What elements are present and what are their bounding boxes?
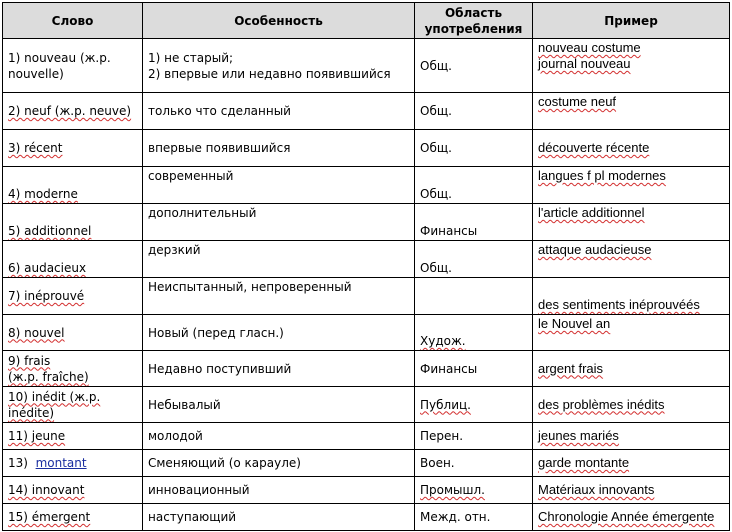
column-header-feature: Особенность <box>143 3 415 39</box>
example-cell <box>533 241 730 278</box>
word-cell <box>3 351 143 387</box>
feature-text: 1) не старый; <box>148 50 234 65</box>
word-text: 1) nouveau (ж.р. <box>8 50 111 65</box>
table-row <box>3 351 730 387</box>
word-text: (ж.р. fraîche) <box>8 369 89 384</box>
example-cell <box>533 450 730 477</box>
feature-cell: Небывалый <box>143 387 415 423</box>
table-row <box>3 315 730 351</box>
example-cell <box>533 204 730 241</box>
feature-cell: молодой <box>143 423 415 450</box>
feature-cell: впервые появившийся <box>143 130 415 167</box>
word-text: inédite) <box>8 405 55 420</box>
header-row <box>3 3 730 39</box>
column-header-example: Пример <box>533 3 730 39</box>
word-text: 2) neuf (ж.р. neuve) <box>8 104 132 118</box>
word-text: 9) frais <box>8 353 51 368</box>
example-text: journal nouveau <box>538 56 631 71</box>
area-cell <box>415 315 533 351</box>
table-row <box>3 504 730 531</box>
feature-cell <box>143 39 415 93</box>
example-cell <box>533 477 730 504</box>
table-row <box>3 423 730 450</box>
word-text: 5) additionnel <box>8 224 92 238</box>
feature-text: 2) впервые или недавно появившийся <box>148 66 391 81</box>
area-cell: Финансы <box>415 351 533 387</box>
word-cell <box>3 278 143 315</box>
area-cell: Финансы <box>415 204 533 241</box>
area-cell <box>415 278 533 315</box>
example-cell <box>533 351 730 387</box>
word-cell <box>3 204 143 241</box>
example-text: argent frais <box>538 360 604 376</box>
table-row <box>3 93 730 130</box>
table-row <box>3 39 730 93</box>
word-text: 10) inédit (ж.р. <box>8 389 101 404</box>
table-row <box>3 130 730 167</box>
example-text: des sentiments inéprouvéés <box>538 297 700 312</box>
example-text: garde montante <box>538 455 630 470</box>
word-cell <box>3 504 143 531</box>
table-row <box>3 241 730 278</box>
table-row <box>3 477 730 504</box>
example-text: Chronologie Année émergente <box>538 509 715 524</box>
example-text: des problèmes inédits <box>538 396 665 412</box>
area-text: Промышл. <box>420 483 485 497</box>
area-text: Худож. <box>420 334 466 348</box>
example-text: costume neuf <box>538 94 617 109</box>
word-cell <box>3 130 143 167</box>
feature-cell: дерзкий <box>143 241 415 278</box>
feature-cell: современный <box>143 167 415 204</box>
table-row <box>3 278 730 315</box>
word-cell <box>3 450 143 477</box>
example-cell <box>533 167 730 204</box>
example-cell <box>533 39 730 93</box>
column-header-area: Область употребления <box>415 3 533 39</box>
word-cell <box>3 477 143 504</box>
area-cell: Общ. <box>415 39 533 93</box>
table-row <box>3 387 730 423</box>
example-text: nouveau costume <box>538 40 641 55</box>
word-cell <box>3 315 143 351</box>
example-text: attaque audacieuse <box>538 242 652 257</box>
word-link-montant[interactable]: montant <box>35 456 87 470</box>
area-cell: Перен. <box>415 423 533 450</box>
example-cell <box>533 315 730 351</box>
area-cell: Межд. отн. <box>415 504 533 531</box>
word-text: 7) inéprouvé <box>8 289 85 303</box>
word-text: 6) audacieux <box>8 261 87 275</box>
example-cell <box>533 130 730 167</box>
area-cell: Воен. <box>415 450 533 477</box>
word-text: 14) innovant <box>8 483 85 497</box>
feature-cell: только что сделанный <box>143 93 415 130</box>
example-cell <box>533 93 730 130</box>
word-cell <box>3 93 143 130</box>
word-text: 3) récent <box>8 141 63 155</box>
feature-cell: Неиспытанный, непроверенный <box>143 278 415 315</box>
area-cell: Общ. <box>415 241 533 278</box>
area-cell: Общ. <box>415 130 533 167</box>
example-text: l'article additionnel <box>538 205 645 220</box>
example-text: langues f pl modernes <box>538 168 666 183</box>
column-header-word: Слово <box>3 3 143 39</box>
word-cell <box>3 423 143 450</box>
word-text: 11) jeune <box>8 429 66 443</box>
feature-cell: Новый (перед гласн.) <box>143 315 415 351</box>
word-cell <box>3 387 143 423</box>
area-cell <box>415 477 533 504</box>
word-text: 15) émergent <box>8 510 91 524</box>
example-text: le Nouvel an <box>538 316 611 331</box>
example-cell <box>533 423 730 450</box>
word-cell <box>3 241 143 278</box>
word-cell <box>3 167 143 204</box>
area-cell <box>415 387 533 423</box>
table-row <box>3 167 730 204</box>
example-cell <box>533 504 730 531</box>
example-cell <box>533 387 730 423</box>
feature-cell: Недавно поступивший <box>143 351 415 387</box>
area-cell: Общ. <box>415 167 533 204</box>
table-row <box>3 204 730 241</box>
feature-cell: инновационный <box>143 477 415 504</box>
word-prefix: 13) <box>8 456 36 470</box>
example-text: jeunes mariés <box>538 428 619 443</box>
table-row <box>3 450 730 477</box>
word-cell <box>3 39 143 93</box>
vocabulary-table <box>2 2 730 531</box>
feature-cell: Сменяющий (о карауле) <box>143 450 415 477</box>
example-text: Matériaux innovants <box>538 482 655 497</box>
example-text: découverte récente <box>538 140 650 155</box>
area-text: Публиц. <box>420 397 471 412</box>
feature-cell: дополнительный <box>143 204 415 241</box>
word-text: nouvelle) <box>8 66 64 81</box>
example-cell <box>533 278 730 315</box>
word-text: 4) moderne <box>8 187 78 201</box>
word-text: 8) nouvel <box>8 325 65 340</box>
feature-cell: наступающий <box>143 504 415 531</box>
area-cell: Общ. <box>415 93 533 130</box>
